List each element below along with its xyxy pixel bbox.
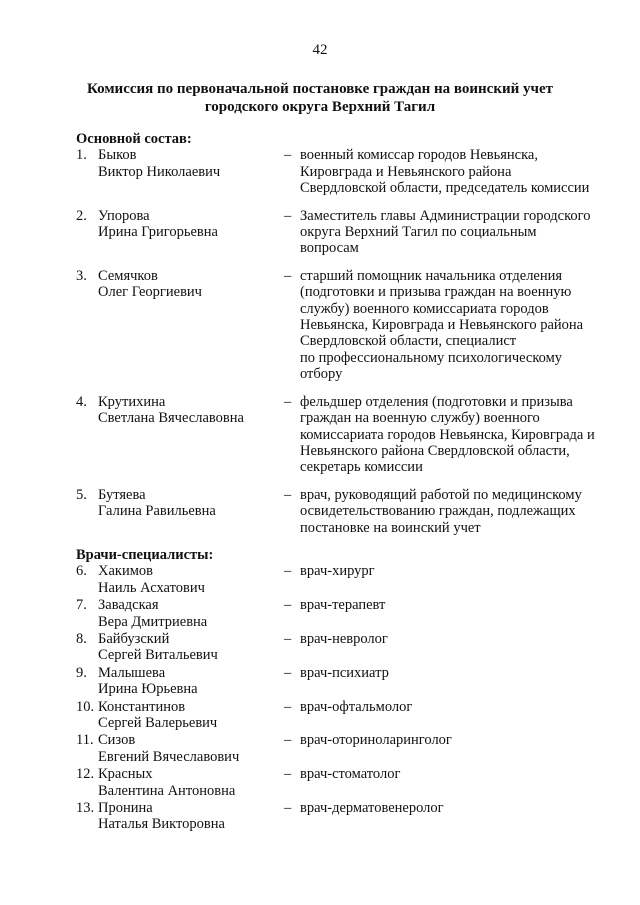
member-given-name: Вера Дмитриевна — [98, 613, 208, 630]
member-surname: Хакимов — [98, 563, 153, 580]
specialist-row — [76, 699, 616, 732]
member-name — [98, 487, 284, 520]
member-role-line: (подготовки и призыва граждан на военную — [300, 284, 572, 301]
member-number: 11. — [76, 732, 94, 749]
member-role-line: службу) военного комиссариата городов — [300, 300, 549, 317]
member-given-name: Светлана Вячеславовна — [98, 410, 244, 427]
member-dash: – — [284, 597, 292, 614]
member-given-name: Наталья Викторовна — [98, 816, 225, 833]
specialist-row — [76, 766, 616, 799]
member-name — [98, 563, 284, 596]
member-given-name: Ирина Григорьевна — [98, 224, 218, 241]
member-dash: – — [284, 563, 292, 580]
member-role-line: врач, руководящий работой по медицинскому — [300, 486, 582, 503]
member-role-line: постановке на воинский учет — [300, 519, 481, 536]
member-dash: – — [284, 630, 292, 647]
member-role: врач-хирург — [300, 563, 375, 580]
member-number: 10. — [76, 698, 95, 715]
member-name — [98, 208, 284, 241]
member-role-line: Заместитель главы Администрации городского — [300, 207, 591, 224]
member-given-name: Галина Равильевна — [98, 503, 216, 520]
member-given-name: Сергей Витальевич — [98, 647, 218, 664]
member-dash: – — [284, 207, 292, 224]
member-number: 2. — [76, 207, 87, 224]
member-number: 4. — [76, 393, 87, 410]
member-dash: – — [284, 766, 292, 783]
member-given-name: Сергей Валерьевич — [98, 715, 218, 731]
member-role-line: старший помощник начальника отделения — [300, 267, 563, 284]
member-dash: – — [284, 732, 292, 749]
member-dash: – — [284, 393, 292, 410]
specialist-row — [76, 597, 616, 630]
member-role: врач-невролог — [300, 630, 388, 647]
member-role-line: секретарь комиссии — [300, 459, 423, 476]
specialist-row — [76, 631, 616, 664]
member-role-line: Свердловской области, специалист — [300, 333, 517, 350]
member-row — [76, 268, 616, 383]
member-surname: Крутихина — [98, 393, 166, 410]
member-role-line: по профессиональному психологическому — [300, 349, 563, 366]
member-number: 13. — [76, 800, 95, 817]
member-number: 3. — [76, 267, 87, 284]
member-name — [98, 766, 284, 799]
member-number: 7. — [76, 597, 87, 614]
member-surname: Семячков — [98, 267, 158, 284]
member-dash: – — [284, 664, 292, 681]
member-role — [300, 268, 610, 383]
member-surname: Завадская — [98, 597, 159, 614]
member-role: врач-офтальмолог — [300, 698, 413, 715]
member-given-name: Виктор Николаевич — [98, 163, 221, 180]
member-role-line: Невьянского района Свердловской области, — [300, 442, 570, 459]
member-name — [98, 268, 284, 301]
member-role — [300, 487, 610, 536]
member-role-line: вопросам — [300, 240, 359, 257]
member-given-name: Ирина Юрьевна — [98, 681, 198, 698]
member-name — [98, 732, 284, 765]
member-surname: Байбузский — [98, 630, 170, 647]
member-role-line: Кировграда и Невьянского района — [300, 163, 512, 180]
member-surname: Малышева — [98, 664, 166, 681]
member-dash: – — [284, 698, 292, 715]
member-number: 1. — [76, 147, 87, 164]
member-given-name: Евгений Вячеславович — [98, 748, 240, 765]
member-role-line: военный комиссар городов Невьянска, — [300, 147, 538, 164]
title-line-1: Комиссия по первоначальной постановке граждан на воинский учет — [87, 81, 553, 97]
member-role — [300, 147, 610, 196]
member-row — [76, 394, 616, 476]
member-number: 6. — [76, 563, 87, 580]
member-role-line: округа Верхний Тагил по социальным — [300, 224, 537, 241]
document-title — [60, 80, 580, 116]
member-name — [98, 394, 284, 427]
page-number: 42 — [312, 42, 328, 58]
specialist-row — [76, 563, 616, 596]
member-role-line: фельдшер отделения (подготовки и призыва — [300, 393, 573, 410]
member-role: врач-стоматолог — [300, 766, 401, 783]
member-role: врач-дерматовенеролог — [300, 800, 444, 817]
member-name — [98, 147, 284, 180]
member-role — [300, 208, 610, 257]
member-role-line: комиссариата городов Невьянска, Кировграда и — [300, 426, 595, 443]
member-surname: Бутяева — [98, 486, 146, 503]
member-dash: – — [284, 267, 292, 284]
member-row — [76, 208, 616, 257]
title-line-2: городского округа Верхний Тагил — [204, 99, 436, 115]
commission-content — [76, 131, 616, 833]
member-surname: Красных — [98, 766, 153, 783]
member-row — [76, 147, 616, 196]
member-surname: Пронина — [98, 800, 153, 817]
member-role-line: Свердловской области, председатель комиссии — [300, 180, 590, 197]
member-role: врач-психиатр — [300, 664, 389, 681]
member-dash: – — [284, 147, 292, 164]
specialist-row — [76, 732, 616, 765]
member-role-line: отбору — [300, 366, 343, 383]
specialist-row — [76, 800, 616, 833]
member-name — [98, 631, 284, 664]
member-surname: Константинов — [98, 698, 186, 715]
specialists-section-heading: Врачи-специалисты: — [76, 546, 214, 563]
member-name — [98, 800, 284, 833]
member-given-name: Олег Георгиевич — [98, 284, 202, 301]
member-dash: – — [284, 800, 292, 817]
member-dash: – — [284, 486, 292, 503]
member-role-line: освидетельствованию граждан, подлежащих — [300, 503, 576, 520]
member-surname: Быков — [98, 147, 137, 164]
member-role — [300, 394, 610, 476]
member-row — [76, 487, 616, 536]
main-section-heading: Основной состав: — [76, 131, 192, 147]
member-number: 12. — [76, 766, 95, 783]
member-name — [98, 665, 284, 698]
member-name — [98, 597, 284, 630]
member-given-name: Валентина Антоновна — [98, 782, 236, 799]
member-role-line: граждан на военную службу) военного — [300, 410, 540, 427]
member-number: 5. — [76, 486, 87, 503]
member-name — [98, 699, 284, 732]
member-surname: Сизов — [98, 732, 136, 749]
member-number: 9. — [76, 664, 87, 681]
member-number: 8. — [76, 630, 87, 647]
member-given-name: Наиль Асхатович — [98, 579, 205, 596]
member-role: врач-терапевт — [300, 597, 386, 614]
specialist-row — [76, 665, 616, 698]
member-surname: Упорова — [98, 207, 150, 224]
member-role-line: Невьянска, Кировграда и Невьянского района — [300, 317, 584, 334]
member-role: врач-оториноларинголог — [300, 732, 452, 749]
